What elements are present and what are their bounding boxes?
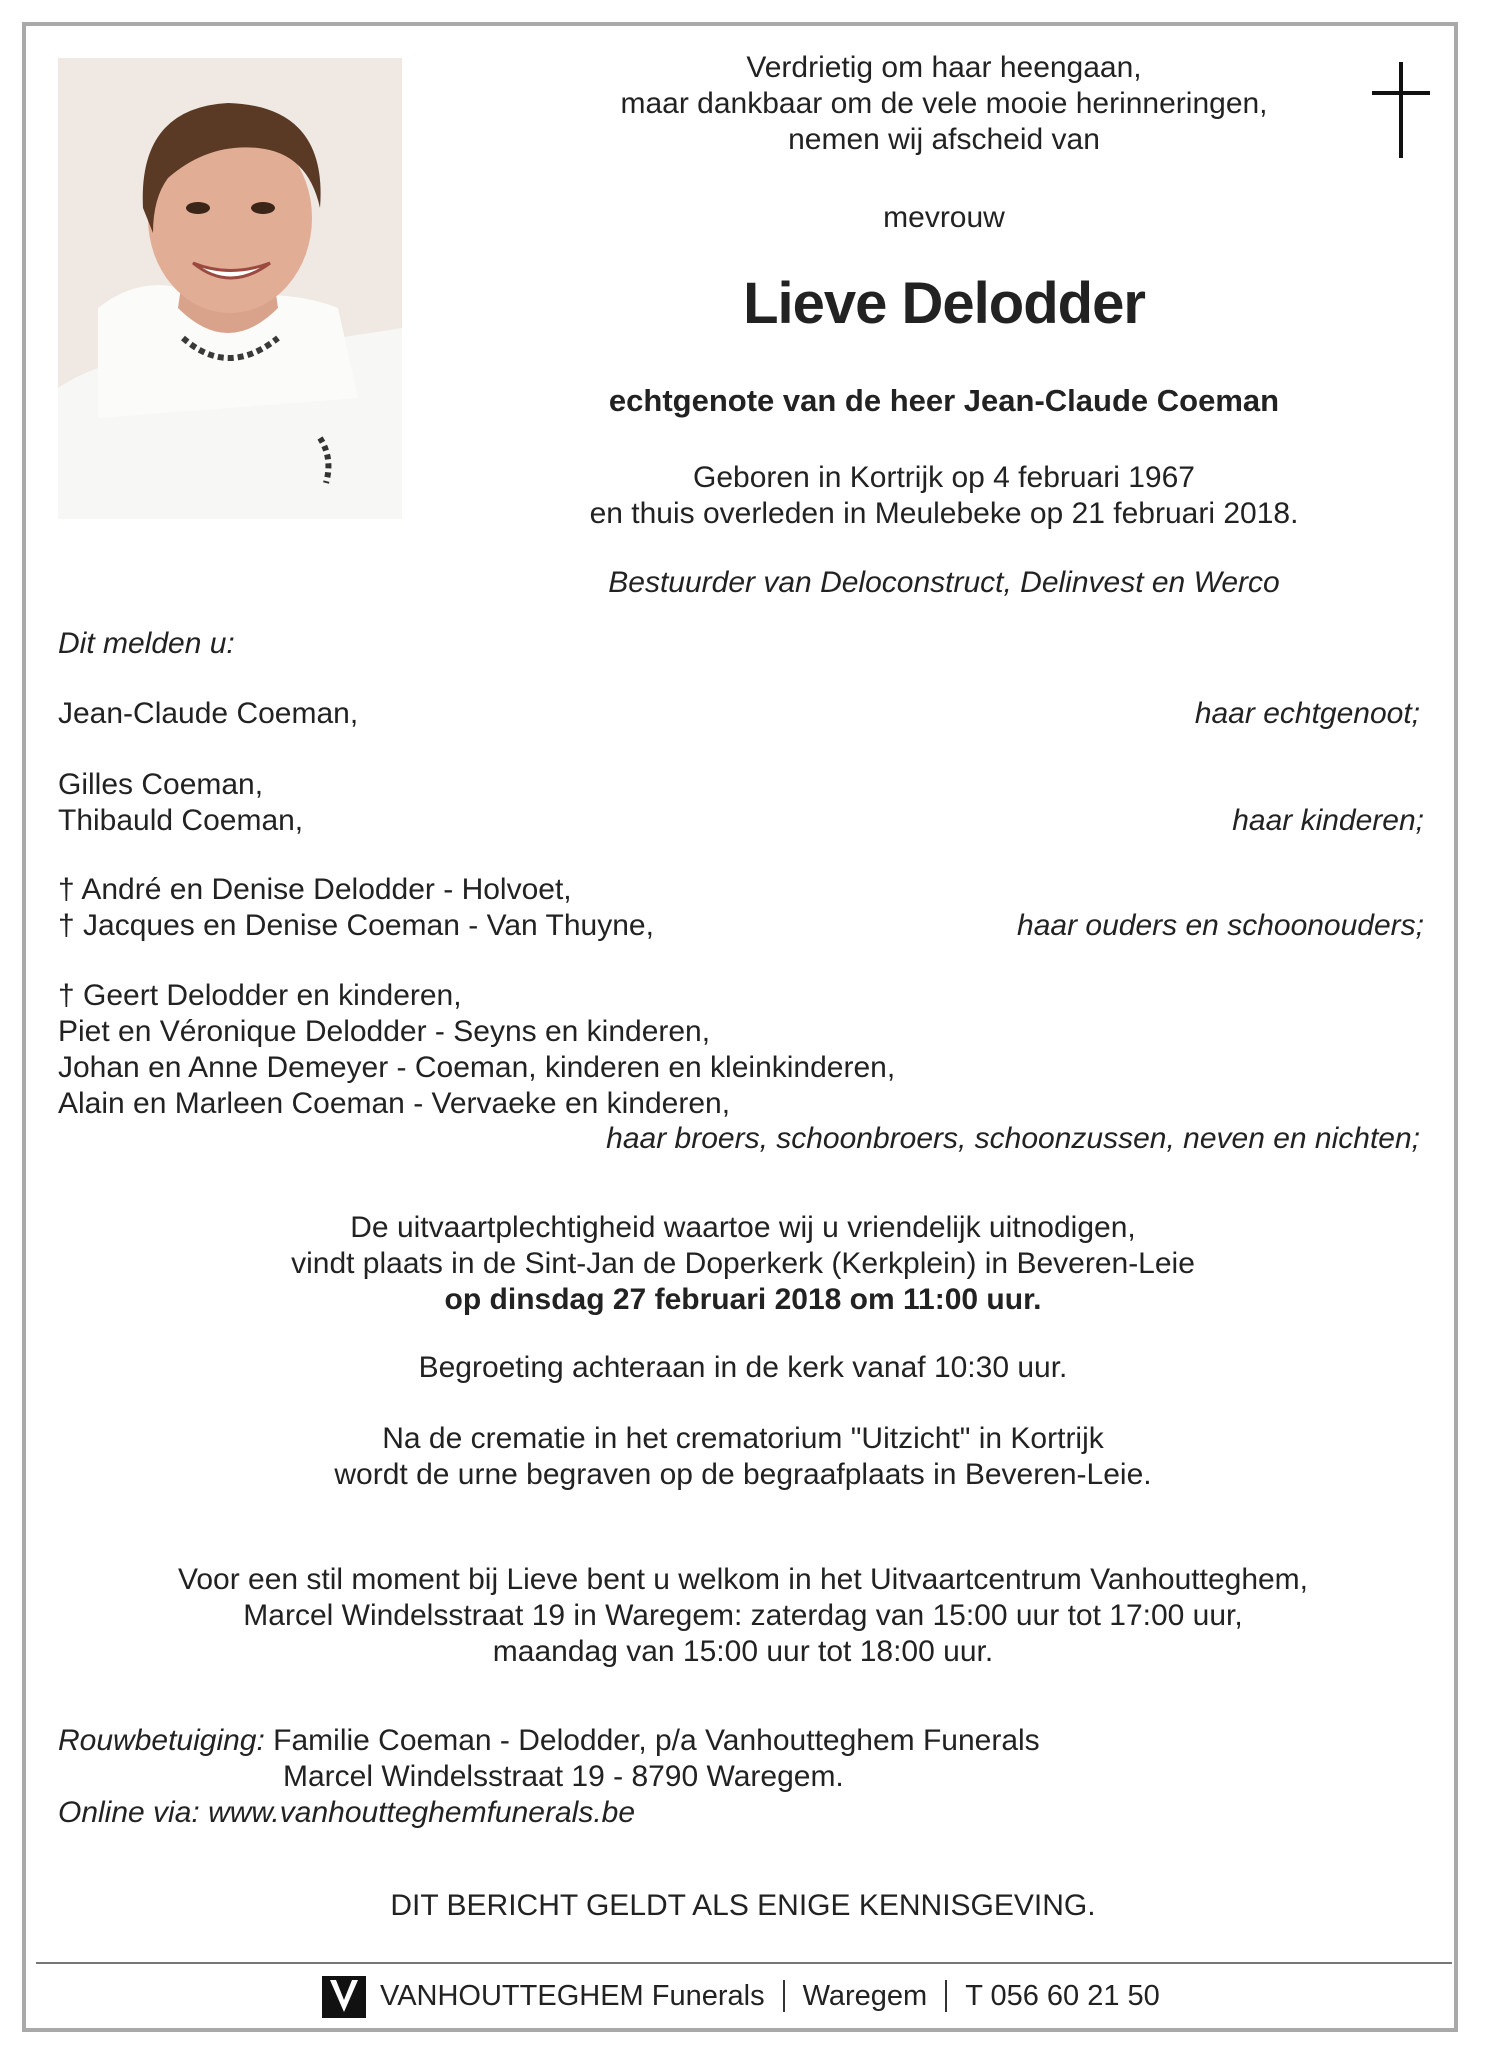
sibling-entry: † Geert Delodder en kinderen, xyxy=(58,979,462,1012)
condolences xyxy=(58,1723,1040,1831)
online-url-link[interactable]: www.vanhoutteghemfunerals.be xyxy=(208,1796,636,1829)
intro-line-1: Verdrietig om haar heengaan, xyxy=(746,51,1142,84)
announcers-intro: Dit melden u: xyxy=(58,627,235,660)
ceremony-text xyxy=(58,1210,1428,1318)
online-label: Online via: xyxy=(58,1796,200,1829)
birth-death-text xyxy=(470,460,1418,532)
intro-text xyxy=(470,50,1418,158)
sibling-entry: Piet en Véronique Delodder - Seyns en kinderen, xyxy=(58,1015,711,1048)
spouse-relation: haar echtgenoot; xyxy=(1194,697,1420,730)
visitation-text xyxy=(58,1562,1428,1670)
siblings-relation: haar broers, schoonbroers, schoonzussen, neven en nichten; xyxy=(606,1122,1420,1155)
ceremony-date-time: op dinsdag 27 februari 2018 om 11:00 uur. xyxy=(444,1283,1042,1316)
parents-entry: † Jacques en Denise Coeman - Van Thuyne, xyxy=(58,909,654,942)
condolences-line-1: Familie Coeman - Delodder, p/a Vanhoutteghem Funerals xyxy=(273,1724,1040,1757)
visitation-line-1: Voor een stil moment bij Lieve bent u welkom in het Uitvaartcentrum Vanhoutteghem, xyxy=(177,1563,1309,1596)
footer-separator xyxy=(945,1980,947,2012)
occupation: Bestuurder van Deloconstruct, Delinvest en Werco xyxy=(608,566,1280,599)
visitation-line-2: Marcel Windelsstraat 19 in Waregem: zaterdag van 15:00 uur tot 17:00 uur, xyxy=(243,1599,1243,1632)
footer-company: VANHOUTTEGHEM Funerals xyxy=(380,1979,765,2012)
footer-phone: T 056 60 21 50 xyxy=(965,1979,1160,2012)
ceremony-line-1: De uitvaartplechtigheid waartoe wij u vriendelijk uitnodigen, xyxy=(350,1211,1136,1244)
parents-list xyxy=(58,872,654,944)
cremation-line-2: wordt de urne begraven op de begraafplaats in Beveren-Leie. xyxy=(334,1458,1152,1491)
footer-divider xyxy=(36,1962,1452,1964)
portrait-photo xyxy=(58,58,402,519)
children-list xyxy=(58,767,303,839)
cremation-text xyxy=(58,1421,1428,1493)
parents-entry: † André en Denise Delodder - Holvoet, xyxy=(58,873,572,906)
greeting: Begroeting achteraan in de kerk vanaf 10:30 uur. xyxy=(418,1351,1068,1384)
company-logo-icon xyxy=(320,1972,368,2020)
notice: DIT BERICHT GELDT ALS ENIGE KENNISGEVING. xyxy=(390,1889,1096,1922)
sibling-entry: Alain en Marleen Coeman - Vervaeke en kinderen, xyxy=(58,1087,731,1120)
visitation-line-3: maandag van 15:00 uur tot 18:00 uur. xyxy=(492,1635,994,1668)
sibling-entry: Johan en Anne Demeyer - Coeman, kinderen en kleinkinderen, xyxy=(58,1051,896,1084)
children-relation: haar kinderen; xyxy=(1232,804,1424,837)
condolences-line-2: Marcel Windelsstraat 19 - 8790 Waregem. xyxy=(283,1760,844,1793)
footer-separator xyxy=(783,1980,785,2012)
spouse-line: echtgenote van de heer Jean-Claude Coeman xyxy=(608,383,1280,418)
salutation: mevrouw xyxy=(883,201,1005,234)
deceased-name: Lieve Delodder xyxy=(743,271,1145,336)
child-name: Gilles Coeman, xyxy=(58,768,264,801)
footer xyxy=(320,1968,1160,2024)
cremation-line-1: Na de crematie in het crematorium "Uitzicht" in Kortrijk xyxy=(382,1422,1104,1455)
death-line: en thuis overleden in Meulebeke op 21 februari 2018. xyxy=(589,497,1299,530)
ceremony-line-2: vindt plaats in de Sint-Jan de Doperkerk (Kerkplein) in Beveren-Leie xyxy=(291,1247,1195,1280)
intro-line-3: nemen wij afscheid van xyxy=(788,123,1100,156)
footer-city: Waregem xyxy=(802,1979,928,2012)
child-name: Thibauld Coeman, xyxy=(58,804,304,837)
parents-relation: haar ouders en schoonouders; xyxy=(1017,909,1424,942)
siblings-list xyxy=(58,978,895,1122)
intro-line-2: maar dankbaar om de vele mooie herinneringen, xyxy=(620,87,1268,120)
spouse-name: Jean-Claude Coeman, xyxy=(58,697,359,730)
birth-line: Geboren in Kortrijk op 4 februari 1967 xyxy=(693,461,1195,494)
condolences-label: Rouwbetuiging: xyxy=(58,1724,265,1757)
